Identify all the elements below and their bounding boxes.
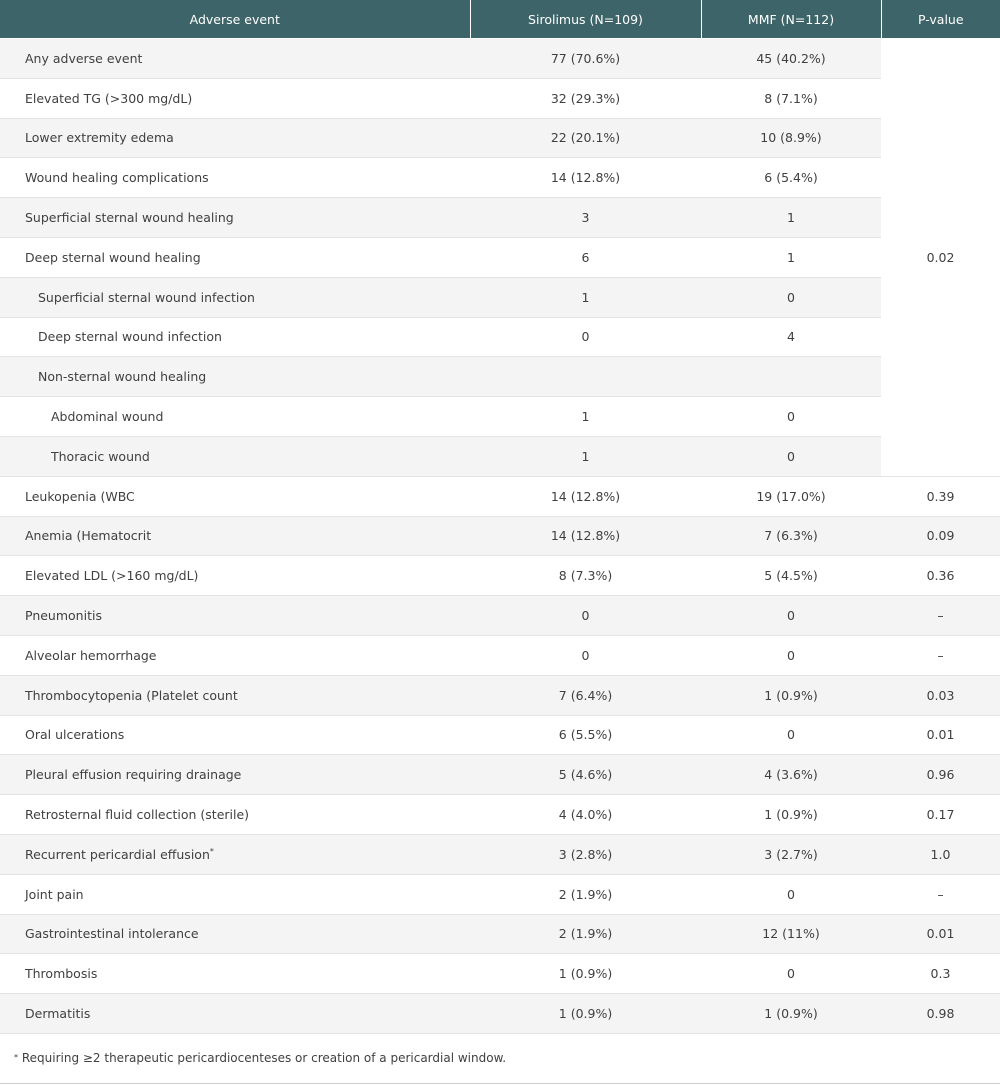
table-row xyxy=(0,237,1000,277)
adverse-event-cell xyxy=(0,436,470,476)
adverse-event-label: Any adverse event xyxy=(25,50,143,66)
sirolimus-cell: 14 (12.8%) xyxy=(470,158,701,198)
p-value-cell: 0.96 xyxy=(881,755,1000,795)
p-value-cell: – xyxy=(881,596,1000,636)
adverse-event-cell xyxy=(0,994,470,1034)
sirolimus-cell: 2 (1.9%) xyxy=(470,914,701,954)
p-value-cell: 0.36 xyxy=(881,556,1000,596)
sirolimus-cell: 14 (12.8%) xyxy=(470,476,701,516)
adverse-event-label: Thoracic wound xyxy=(51,448,150,464)
p-value-cell: – xyxy=(881,874,1000,914)
adverse-event-label: Superficial sternal wound healing xyxy=(25,210,234,226)
adverse-event-cell xyxy=(0,596,470,636)
table-row xyxy=(0,834,1000,874)
table-row xyxy=(0,317,1000,357)
table-row xyxy=(0,596,1000,636)
adverse-event-cell xyxy=(0,277,470,317)
sirolimus-cell: 3 xyxy=(470,198,701,238)
adverse-event-cell xyxy=(0,795,470,835)
mmf-cell xyxy=(701,357,881,397)
p-value-cell: – xyxy=(881,635,1000,675)
sirolimus-cell: 77 (70.6%) xyxy=(470,39,701,79)
header-row xyxy=(0,0,1000,39)
sirolimus-cell: 1 xyxy=(470,436,701,476)
table-row xyxy=(0,675,1000,715)
sirolimus-cell: 6 (5.5%) xyxy=(470,715,701,755)
mmf-cell: 45 (40.2%) xyxy=(701,39,881,79)
sirolimus-cell: 1 xyxy=(470,397,701,437)
sirolimus-cell: 5 (4.6%) xyxy=(470,755,701,795)
sirolimus-cell: 32 (29.3%) xyxy=(470,78,701,118)
adverse-event-cell xyxy=(0,39,470,79)
table-row xyxy=(0,397,1000,437)
adverse-event-label: Deep sternal wound infection xyxy=(38,329,222,345)
adverse-event-label: Abdominal wound xyxy=(51,409,164,425)
table-row xyxy=(0,39,1000,79)
p-value-cell: 0.39 xyxy=(881,476,1000,516)
mmf-cell: 1 xyxy=(701,198,881,238)
adverse-event-label: Alveolar hemorrhage xyxy=(25,647,157,663)
adverse-event-cell xyxy=(0,914,470,954)
mmf-cell: 1 (0.9%) xyxy=(701,795,881,835)
p-value-cell: 1.0 xyxy=(881,834,1000,874)
adverse-event-cell xyxy=(0,357,470,397)
adverse-event-cell xyxy=(0,158,470,198)
table-footnote: * Requiring ≥2 therapeutic pericardiocenteses or creation of a pericardial window. xyxy=(0,1034,1000,1084)
adverse-event-cell xyxy=(0,237,470,277)
mmf-cell: 0 xyxy=(701,596,881,636)
mmf-cell: 19 (17.0%) xyxy=(701,476,881,516)
adverse-event-label: Wound healing complications xyxy=(25,170,209,186)
mmf-cell: 0 xyxy=(701,635,881,675)
adverse-event-cell xyxy=(0,755,470,795)
p-value-cell: 0.09 xyxy=(881,516,1000,556)
adverse-event-label: Gastrointestinal intolerance xyxy=(25,926,199,942)
mmf-cell: 5 (4.5%) xyxy=(701,556,881,596)
mmf-cell: 1 xyxy=(701,237,881,277)
header-p-value: P-value xyxy=(881,0,1000,39)
table-row xyxy=(0,118,1000,158)
table-row xyxy=(0,795,1000,835)
adverse-event-cell xyxy=(0,118,470,158)
mmf-cell: 1 (0.9%) xyxy=(701,675,881,715)
adverse-event-label: Thrombosis xyxy=(25,966,98,982)
header-sirolimus: Sirolimus (N=109) xyxy=(470,0,701,39)
adverse-event-cell xyxy=(0,675,470,715)
table-row xyxy=(0,357,1000,397)
adverse-event-label: Oral ulcerations xyxy=(25,727,125,743)
adverse-event-cell xyxy=(0,198,470,238)
adverse-event-cell xyxy=(0,715,470,755)
table-row xyxy=(0,994,1000,1034)
table-row xyxy=(0,715,1000,755)
adverse-event-label: Lower extremity edema xyxy=(25,130,174,146)
p-value-cell: 0.98 xyxy=(881,994,1000,1034)
p-value-cell: 0.03 xyxy=(881,675,1000,715)
mmf-cell: 0 xyxy=(701,277,881,317)
adverse-event-cell xyxy=(0,834,470,874)
p-value-cell: 0.01 xyxy=(881,914,1000,954)
mmf-cell: 0 xyxy=(701,874,881,914)
p-value-cell: 0.3 xyxy=(881,954,1000,994)
p-value-cell: 0.17 xyxy=(881,795,1000,835)
sirolimus-cell: 3 (2.8%) xyxy=(470,834,701,874)
mmf-cell: 7 (6.3%) xyxy=(701,516,881,556)
adverse-event-label: Recurrent pericardial effusion xyxy=(25,846,210,862)
adverse-event-cell xyxy=(0,476,470,516)
adverse-event-label: Elevated TG (>300 mg/dL) xyxy=(25,90,193,106)
mmf-cell: 10 (8.9%) xyxy=(701,118,881,158)
adverse-event-label: Deep sternal wound healing xyxy=(25,249,201,265)
sirolimus-cell: 8 (7.3%) xyxy=(470,556,701,596)
adverse-event-label: Thrombocytopenia (Platelet count xyxy=(25,687,238,703)
adverse-event-label: Leukopenia (WBC xyxy=(25,488,135,504)
adverse-event-cell xyxy=(0,78,470,118)
table-row xyxy=(0,874,1000,914)
mmf-cell: 0 xyxy=(701,954,881,994)
sirolimus-cell: 1 xyxy=(470,277,701,317)
p-value-cell: 0.01 xyxy=(881,715,1000,755)
table-row xyxy=(0,556,1000,596)
sirolimus-cell: 2 (1.9%) xyxy=(470,874,701,914)
table-row xyxy=(0,954,1000,994)
header-mmf: MMF (N=112) xyxy=(701,0,881,39)
p-value-cell: 0.02 xyxy=(881,39,1000,477)
mmf-cell: 4 xyxy=(701,317,881,357)
adverse-event-label: Anemia (Hematocrit xyxy=(25,528,152,544)
adverse-event-label: Pleural effusion requiring drainage xyxy=(25,767,242,783)
table-row xyxy=(0,755,1000,795)
table-row xyxy=(0,635,1000,675)
adverse-event-label: Pneumonitis xyxy=(25,608,102,624)
mmf-cell: 4 (3.6%) xyxy=(701,755,881,795)
sirolimus-cell: 14 (12.8%) xyxy=(470,516,701,556)
adverse-event-cell xyxy=(0,516,470,556)
adverse-event-cell xyxy=(0,954,470,994)
adverse-event-cell xyxy=(0,397,470,437)
mmf-cell: 1 (0.9%) xyxy=(701,994,881,1034)
mmf-cell: 12 (11%) xyxy=(701,914,881,954)
mmf-cell: 3 (2.7%) xyxy=(701,834,881,874)
adverse-event-label: Dermatitis xyxy=(25,1006,91,1022)
footnote-text: Requiring ≥2 therapeutic pericardiocenteses or creation of a pericardial window. xyxy=(21,1051,507,1066)
adverse-event-label: Joint pain xyxy=(25,886,84,902)
table-body xyxy=(0,39,1000,1034)
mmf-cell: 6 (5.4%) xyxy=(701,158,881,198)
adverse-event-cell xyxy=(0,874,470,914)
adverse-event-label: Superficial sternal wound infection xyxy=(38,289,255,305)
sirolimus-cell: 0 xyxy=(470,596,701,636)
mmf-cell: 0 xyxy=(701,397,881,437)
sirolimus-cell: 6 xyxy=(470,237,701,277)
footnote-reference: * xyxy=(209,846,214,856)
header-adverse-event: Adverse event xyxy=(0,0,470,39)
adverse-event-label: Elevated LDL (>160 mg/dL) xyxy=(25,568,199,584)
table-row xyxy=(0,78,1000,118)
mmf-cell: 8 (7.1%) xyxy=(701,78,881,118)
sirolimus-cell: 0 xyxy=(470,635,701,675)
sirolimus-cell: 7 (6.4%) xyxy=(470,675,701,715)
adverse-event-label: Non-sternal wound healing xyxy=(38,369,207,385)
table-row xyxy=(0,476,1000,516)
sirolimus-cell xyxy=(470,357,701,397)
adverse-event-cell xyxy=(0,556,470,596)
table-row xyxy=(0,277,1000,317)
sirolimus-cell: 22 (20.1%) xyxy=(470,118,701,158)
mmf-cell: 0 xyxy=(701,436,881,476)
mmf-cell: 0 xyxy=(701,715,881,755)
adverse-event-cell xyxy=(0,317,470,357)
table-row xyxy=(0,158,1000,198)
sirolimus-cell: 0 xyxy=(470,317,701,357)
sirolimus-cell: 1 (0.9%) xyxy=(470,994,701,1034)
table-row xyxy=(0,516,1000,556)
table-row xyxy=(0,436,1000,476)
table-row xyxy=(0,914,1000,954)
adverse-event-label: Retrosternal fluid collection (sterile) xyxy=(25,807,250,823)
adverse-event-cell xyxy=(0,635,470,675)
table-row xyxy=(0,198,1000,238)
sirolimus-cell: 1 (0.9%) xyxy=(470,954,701,994)
sirolimus-cell: 4 (4.0%) xyxy=(470,795,701,835)
